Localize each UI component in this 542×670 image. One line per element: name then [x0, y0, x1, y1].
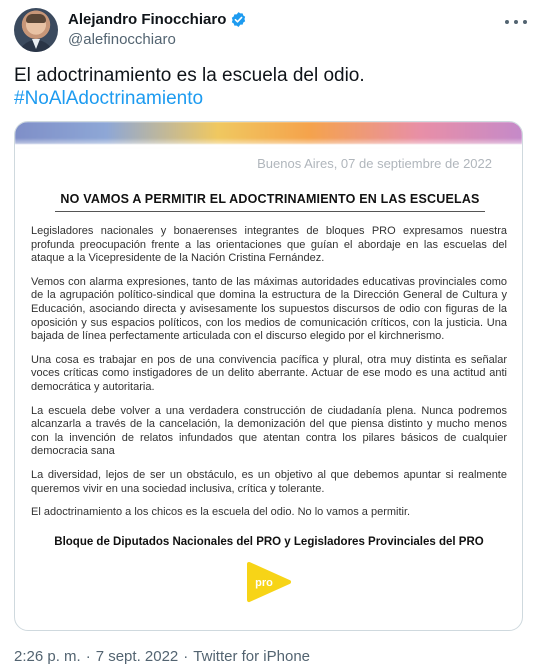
separator: · [85, 648, 91, 665]
dot [514, 20, 518, 24]
tweet-source[interactable]: Twitter for iPhone [193, 648, 310, 665]
tweet-time[interactable]: 2:26 p. m. [14, 648, 81, 665]
handle[interactable]: @alefinocchiaro [68, 31, 176, 48]
verified-badge-icon [230, 11, 247, 28]
document-title-rule [55, 211, 485, 212]
pro-logo [245, 558, 293, 606]
dot [505, 20, 509, 24]
document-header-band [15, 122, 522, 144]
dot [523, 20, 527, 24]
tweet-header [0, 0, 542, 58]
document-date: Buenos Aires, 07 de septiembre de 2022 [257, 156, 492, 171]
more-dots-icon[interactable] [505, 12, 527, 32]
display-name[interactable]: Alejandro Finocchiaro [68, 11, 227, 28]
tweet-body: El adoctrinamiento es la escuela del odio. [14, 65, 365, 86]
document-paragraph: La escuela debe volver a una verdadera construcción de ciudadanía plena. Nunca podremos alcanzarla a través de la cancelación, la demonización del que piensa distinto y mucho menos con la invención de relatos infundados que atentan contra los pilares básicos de cualquier democracia sana [31, 404, 507, 458]
document-paragraph: Legisladores nacionales y bonaerenses integrantes de bloques PRO expresamos nuestra profunda preocupación frente a las orientaciones que guían el abordaje en las escuelas del ataque a la Vicepresidente de la Nación Cristina Fernández. [31, 225, 507, 265]
hashtag-link[interactable]: #NoAlAdoctrinamiento [14, 88, 204, 109]
avatar-hair [26, 14, 46, 23]
separator: · [183, 648, 189, 665]
tweet-date[interactable]: 7 sept. 2022 [95, 648, 179, 665]
attached-image[interactable] [14, 121, 523, 631]
document-paragraph: Una cosa es trabajar en pos de una convivencia pacífica y plural, otra muy distinta es señalar voces críticas como instigadores de un delito aberrante. Actuar de ese modo es una actitud anti democrática y autoritaria. [31, 353, 507, 393]
tweet-metadata [14, 648, 310, 665]
document-paragraph: Vemos con alarma expresiones, tanto de las máximas autoridades educativas provinciales como de la agrupación político-sindical que domina la estructura de la Dirección General de Cultura y Educación, asociando directa y avisesamente los supuestos discursos de odio con figuras de la oposición y sus espacios políticos, con los medios de comunicación críticos, con la justicia. Una bajada de línea perfectamente articulada con el discurso elegido por el kirchnerismo. [31, 275, 507, 343]
name-row [68, 11, 247, 28]
pro-logo-text: pro [255, 577, 273, 589]
avatar[interactable] [14, 8, 58, 52]
document-paragraph: La diversidad, lejos de ser un obstáculo, es un objetivo al que debemos apuntar si realmente queremos vivir en una sociedad inclusiva, crítica y tolerante. [31, 468, 507, 495]
document-paragraph: El adoctrinamiento a los chicos es la escuela del odio. No lo vamos a permitir. [31, 506, 411, 519]
document-signature: Bloque de Diputados Nacionales del PRO y Legisladores Provinciales del PRO [54, 536, 484, 548]
document-body [31, 225, 507, 530]
document-title: NO VAMOS A PERMITIR EL ADOCTRINAMIENTO EN LAS ESCUELAS [60, 192, 480, 206]
tweet-text [14, 64, 529, 110]
